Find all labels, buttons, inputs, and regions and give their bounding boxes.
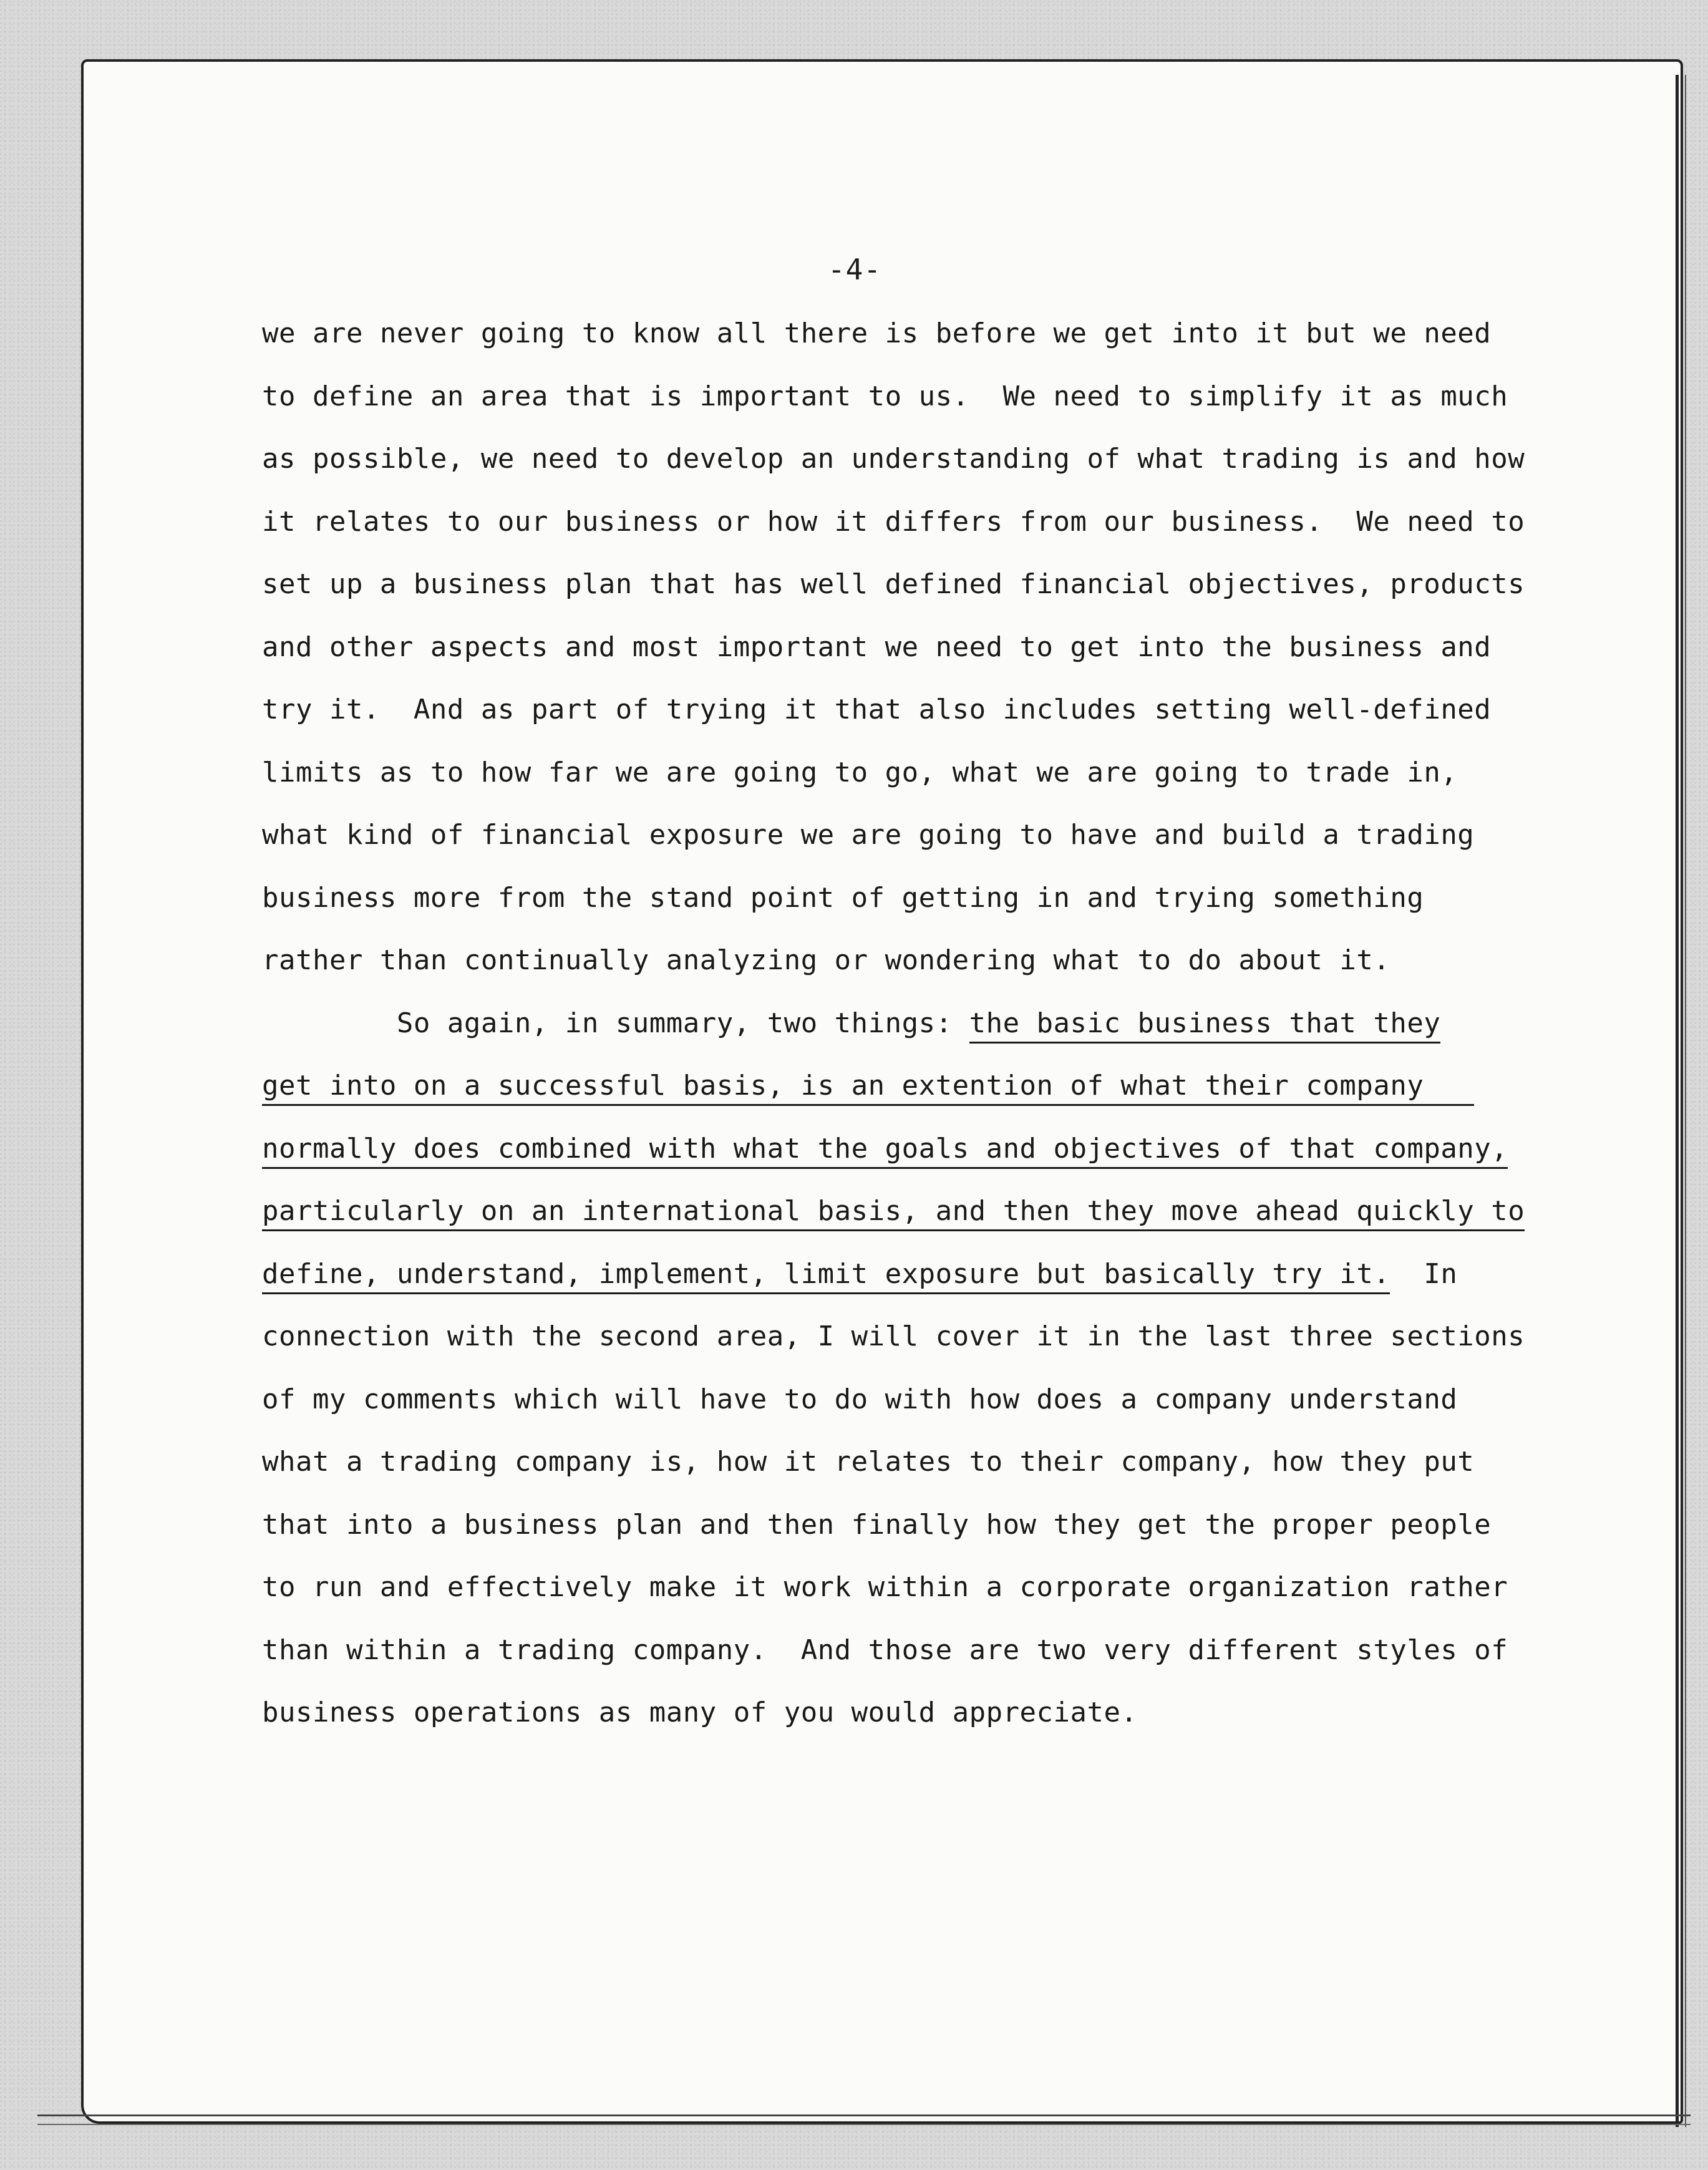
text-line (262, 1005, 1497, 1068)
text-line (262, 1506, 1497, 1569)
line-text: of my comments which will have to do with how does a company understand (262, 1383, 1458, 1415)
line-text: as possible, we need to develop an understanding of what trading is and how (262, 443, 1525, 475)
text-line (262, 1632, 1508, 1695)
text-line (262, 1381, 1497, 1444)
text-line (262, 315, 1497, 378)
text-line (262, 942, 1497, 1005)
body-text (262, 315, 1525, 1757)
line-text: So again, in summary, two things: (262, 1007, 969, 1039)
line-text: and other aspects and most important we need to get into the business and (262, 631, 1492, 663)
line-text: than within a trading company. And those are two very different styles of (262, 1634, 1508, 1666)
underlined-text: define, understand, implement, limit exposure but basically try it. (262, 1258, 1390, 1294)
line-text: it relates to our business or how it differs from our business. We need to (262, 505, 1525, 538)
line-text: that into a business plan and then finally how they get the proper people (262, 1508, 1492, 1541)
text-line (262, 1443, 1497, 1506)
text-line (262, 503, 1525, 566)
line-text: In (1390, 1257, 1458, 1290)
text-line (262, 816, 1497, 879)
text-line (262, 440, 1525, 503)
text-line (262, 1318, 1525, 1381)
underlined-text: the basic business that they (969, 1007, 1441, 1044)
line-text: to run and effectively make it work within a corporate organization rather (262, 1571, 1508, 1603)
text-line (262, 566, 1525, 629)
text-line (262, 1256, 1497, 1319)
line-text: limits as to how far we are going to go, what we are going to trade in, (262, 756, 1458, 788)
underlined-text: normally does combined with what the goals and objectives of that company, (262, 1133, 1508, 1169)
line-text: to define an area that is important to us. We need to simplify it as much (262, 380, 1508, 412)
page-number: -4- (827, 253, 882, 286)
page-right-edge (1676, 75, 1686, 2127)
line-text: business more from the stand point of getting in and trying something (262, 881, 1424, 914)
text-line (262, 1694, 1497, 1757)
line-text: business operations as many of you would appreciate. (262, 1697, 1138, 1728)
line-text: set up a business plan that has well defined financial objectives, products (262, 568, 1525, 600)
text-line (262, 879, 1497, 942)
line-text: what kind of financial exposure we are going to have and build a trading (262, 819, 1475, 851)
underlined-text: particularly on an international basis, and then they move ahead quickly to (262, 1195, 1525, 1231)
line-text: rather than continually analyzing or wondering what to do about it. (262, 944, 1390, 976)
text-line (262, 1130, 1508, 1193)
text-line (262, 1193, 1525, 1256)
page-bottom-edge (37, 2114, 1691, 2125)
text-line (262, 1067, 1497, 1130)
text-line (262, 629, 1497, 692)
line-text: we are never going to know all there is before we get into it but we need (262, 317, 1492, 349)
line-text: try it. And as part of trying it that also includes setting well-defined (262, 694, 1492, 725)
line-text: what a trading company is, how it relates to their company, how they put (262, 1446, 1475, 1478)
text-line (262, 691, 1497, 754)
line-text: connection with the second area, I will cover it in the last three sections (262, 1320, 1525, 1352)
text-line (262, 1569, 1508, 1632)
underlined-text: get into on a successful basis, is an extention of what their company (262, 1070, 1474, 1106)
text-line (262, 754, 1497, 817)
text-line (262, 378, 1508, 441)
